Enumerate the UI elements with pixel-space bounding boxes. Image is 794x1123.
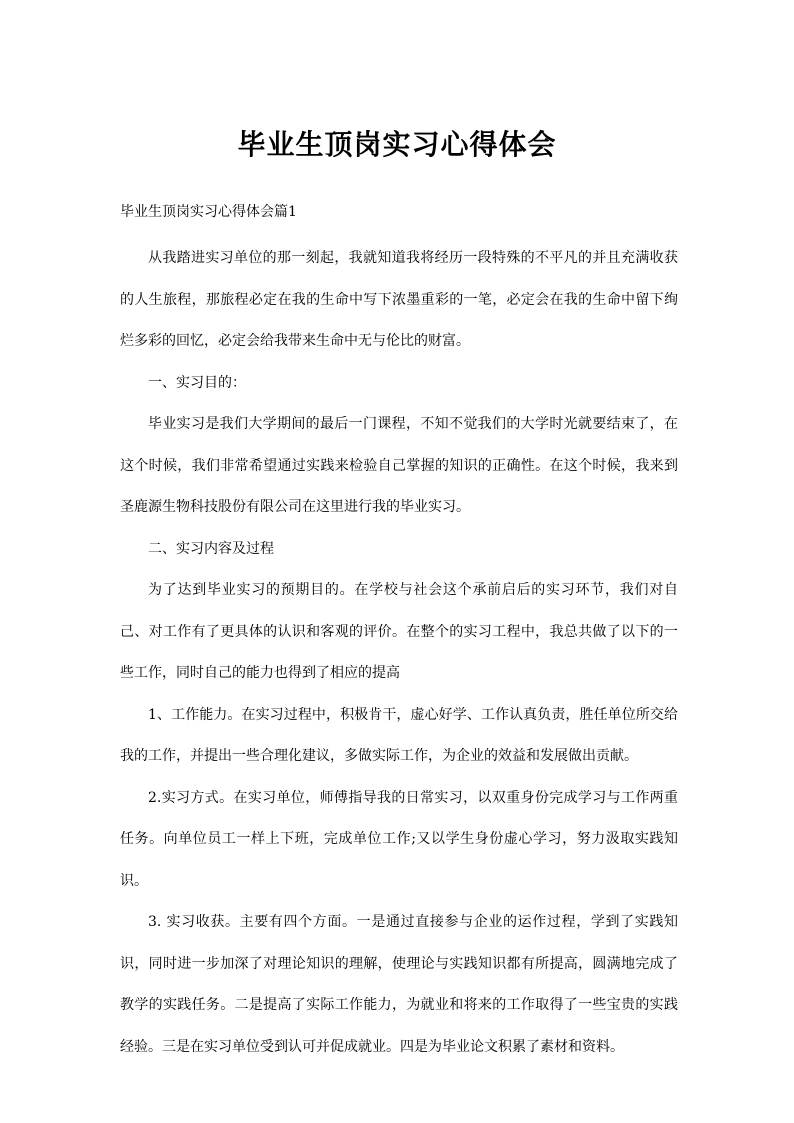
paragraph-intro: 从我踏进实习单位的那一刻起，我就知道我将经历一段特殊的不平凡的并且充满收获的人生旅程，那旅程必定在我的生命中写下浓墨重彩的一笔，必定会在我的生命中留下绚烂多彩的回忆，必定会给我带来生命中无与伦比的财富。	[120, 250, 678, 349]
paragraph-ability: 1、工作能力。在实习过程中，积极肯干，虚心好学、工作认真负责，胜任单位所交给我的工作，并提出一些合理化建议，多做实际工作，为企业的效益和发展做出贡献。	[120, 706, 678, 764]
document-subtitle: 毕业生顶岗实习心得体会篇1	[120, 204, 297, 220]
paragraph-content: 为了达到毕业实习的预期目的。在学校与社会这个承前启后的实习环节，我们对自己、对工作有了更具体的认识和客观的评价。在整个的实习工程中，我总共做了以下的一些工作，同时自己的能力也得到了相应的提高	[120, 582, 678, 681]
heading-purpose: 一、实习目的：	[148, 374, 246, 391]
paragraph-purpose: 毕业实习是我们大学期间的最后一门课程，不知不觉我们的大学时光就要结束了，在这个时候，我们非常希望通过实践来检验自己掌握的知识的正确性。在这个时候，我来到圣鹿源生物科技股份有限公司在这里进行我的毕业实习。	[120, 416, 678, 515]
document-title: 毕业生顶岗实习心得体会	[237, 128, 557, 161]
heading-content: 二、实习内容及过程	[148, 540, 274, 557]
document-body	[120, 238, 678, 1068]
paragraph-gains: 3. 实习收获。主要有四个方面。一是通过直接参与企业的运作过程，学到了实践知识，同时进一步加深了对理论知识的理解，使理论与实践知识都有所提高，圆满地完成了教学的实践任务。二是提高了实际工作能力，为就业和将来的工作取得了一些宝贵的实践经验。三是在实习单位受到认可并促成就业。四是为毕业论文积累了素材和资料。	[120, 914, 678, 1055]
paragraph-method: 2.实习方式。在实习单位，师傅指导我的日常实习，以双重身份完成学习与工作两重任务。向单位员工一样上下班，完成单位工作;又以学生身份虚心学习，努力汲取实践知识。	[120, 789, 678, 889]
